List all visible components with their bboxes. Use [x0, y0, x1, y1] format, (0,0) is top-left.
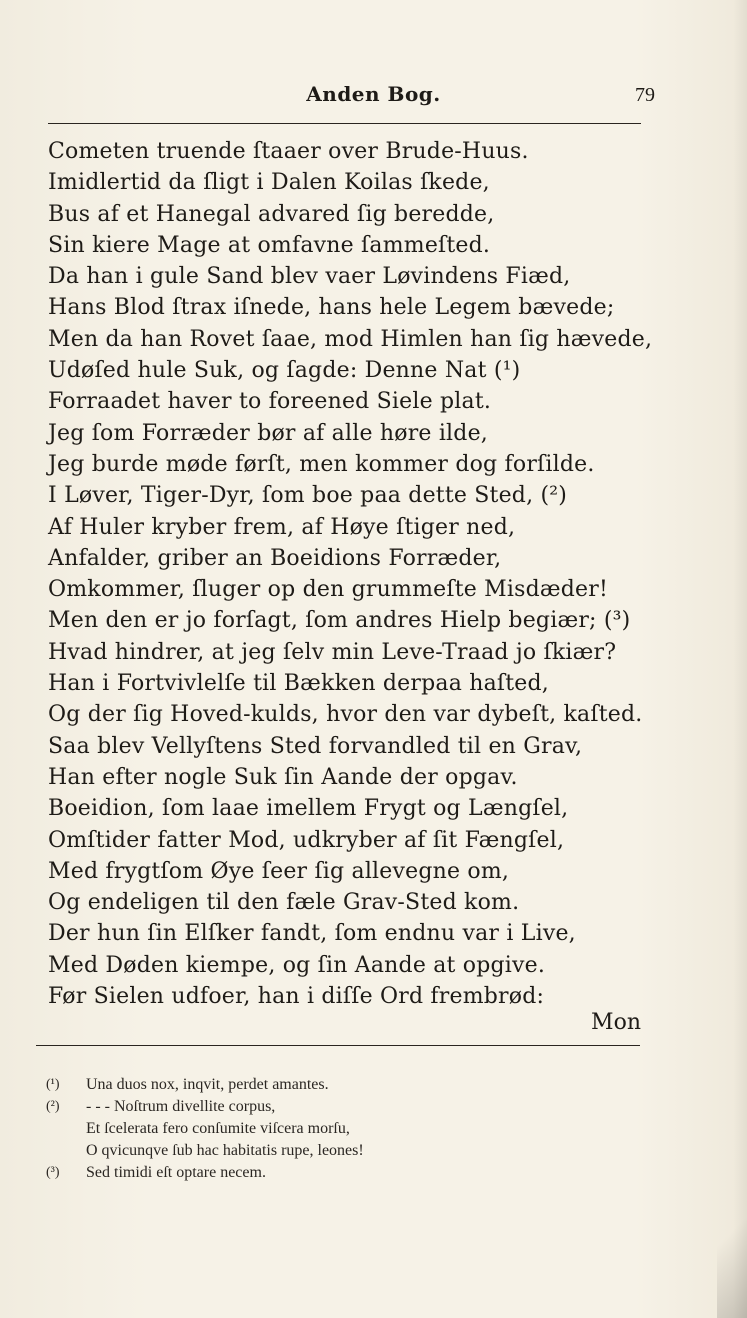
verse-line: Med frygtſom Øye ſeer ſig allevegne om, — [48, 858, 510, 884]
verse-line: Før Sielen udfoer, han i diſſe Ord frembrød: — [48, 984, 545, 1010]
running-head — [0, 82, 747, 112]
footnote-text: O qvicunqve ſub hac habitatis rupe, leones! — [86, 1142, 364, 1159]
verse-line: Og der ſig Hoved-kulds, hvor den var dybeſt, kaſted. — [48, 702, 643, 728]
verse-line: Hvad hindrer, at jeg ſelv min Leve-Traad jo ſkiær? — [48, 639, 617, 665]
verse-line: Anfalder, griber an Boeidions Forræder, — [48, 545, 502, 571]
verse-line: Omkommer, ſluger op den grummeſte Misdæder! — [48, 577, 609, 603]
catchword: Mon — [591, 1010, 641, 1035]
verse-line: Men da han Rovet ſaae, mod Himlen han ſig hævede, — [48, 326, 653, 352]
verse-line: Jeg ſom Forræder bør af alle høre ilde, — [48, 420, 488, 446]
verse-line: Forraadet haver to foreened Siele plat. — [48, 389, 492, 415]
verse-line: Sin kiere Mage at omfavne ſammeſted. — [48, 232, 491, 258]
footnote-line — [46, 1118, 606, 1140]
verse-line: Hans Blod ſtrax iſnede, hans hele Legem bævede; — [48, 295, 615, 321]
verse-line: Saa blev Vellyſtens Sted forvandled til en Grav, — [48, 733, 583, 759]
verse-line: Udøſed hule Suk, og ſagde: Denne Nat (¹) — [48, 358, 521, 384]
footnote-marker: (²) — [46, 1099, 60, 1114]
footnote-line — [46, 1096, 606, 1118]
running-title: Anden Bog. — [306, 82, 441, 106]
header-rule — [48, 123, 641, 124]
verse-line: Med Døden kiempe, og ſin Aande at opgive. — [48, 952, 546, 978]
verse-line: Og endeligen til den fæle Grav-Sted kom. — [48, 890, 520, 916]
footnote-text: Sed timidi eſt optare necem. — [86, 1164, 266, 1181]
page-edge-shadow — [733, 0, 747, 1318]
footnote-marker: (³) — [46, 1165, 60, 1180]
verse-line: Imidlertid da ſligt i Dalen Koilas ſkede, — [48, 170, 490, 196]
footnotes — [46, 1074, 606, 1184]
verse-line: Da han i gule Sand blev vaer Løvindens Fiæd, — [48, 264, 571, 290]
verse-line: I Løver, Tiger-Dyr, ſom boe paa dette Sted, (²) — [48, 483, 568, 509]
verse-line: Boeidion, ſom laae imellem Frygt og Længſel, — [48, 796, 569, 822]
verse-line: Han efter nogle Suk ſin Aande der opgav. — [48, 764, 518, 790]
verse-line: Omſtider fatter Mod, udkryber af ſit Fængſel, — [48, 827, 565, 853]
page-number: 79 — [635, 84, 655, 106]
page-corner-shadow — [717, 1178, 747, 1318]
verse-line: Cometen truende ſtaaer over Brude-Huus. — [48, 139, 529, 164]
footnote-marker: (¹) — [46, 1077, 60, 1092]
footnote-text: - - - Noſtrum divellite corpus, — [86, 1098, 276, 1115]
verse-line: Han i Fortvivlelſe til Bækken derpaa haſted, — [48, 671, 549, 697]
poem-text — [48, 136, 653, 1012]
verse-line: Bus af et Hanegal advared ſig beredde, — [48, 201, 495, 227]
footnote-line — [46, 1074, 606, 1096]
verse-line: Jeg burde møde førſt, men kommer dog forſilde. — [48, 451, 595, 477]
footnote-text: Una duos nox, inqvit, perdet amantes. — [86, 1076, 329, 1093]
verse-line: Men den er jo forſagt, ſom andres Hielp begiær; (³) — [48, 608, 631, 634]
footnote-line — [46, 1162, 606, 1184]
verse-line: Der hun ſin Elſker fandt, ſom endnu var i Live, — [48, 921, 576, 947]
footnote-line — [46, 1140, 606, 1162]
verse-line: Af Huler kryber frem, af Høye ſtiger ned, — [48, 514, 516, 540]
footnote-rule — [36, 1045, 640, 1046]
footnote-text: Et ſcelerata fero conſumite viſcera morſu, — [86, 1120, 350, 1137]
